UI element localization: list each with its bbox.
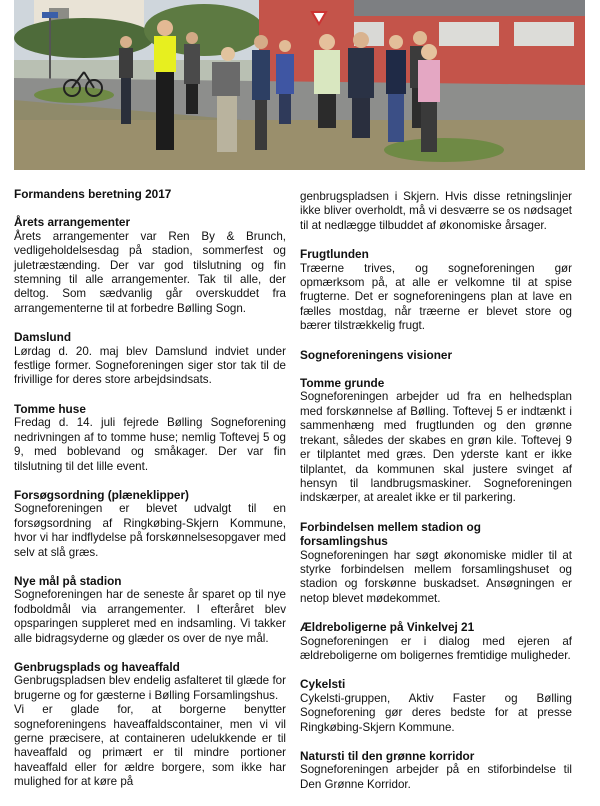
section-tomme-grunde [300,376,572,506]
section-aeldreboligerne [300,620,572,663]
section-body: Sogneforeningen har søgt økonomiske midler til at styrke forbindelsen mellem forsamlingshuset og stadion og forskønne buskadset. Ansøgningen er netop blevet mødekommet. [300,548,572,605]
section-heading: Tomme huse [14,401,86,416]
photo-illustration [14,0,585,170]
section-body: Fredag d. 14. juli fejrede Bølling Sogneforening nedrivningen af to tomme huse; nemlig Toftevej 5 og 9, med boblevand og småkager. Der var fin tilslutning til det lille event. [14,416,286,473]
left-column [14,187,286,804]
section-nye-maal [14,574,286,646]
section-tomme-huse [14,402,286,474]
section-heading: Frugtlunden [300,247,369,262]
section-body: Sogneforeningen arbejder på en stiforbindelse til Den Grønne Korridor. [300,763,572,791]
section-genbrugsplads [14,660,286,790]
section-body: Cykelsti-gruppen, Aktiv Faster og Bølling Sogneforening gør deres bedste for at presse Ringkøbing-Skjern Kommune. [300,691,572,734]
section-forsogsordning [14,488,286,560]
section-body-continued: Vi er glade for, at borgerne benytter sogneforeningens haveaffaldscontainer, men vi vil gerne præcisere, at containeren udelukkende er til haveaffald og primært er til mindre portioner haveaffald eller for ældre borgere, som ikke har mulighed for at køre på [14,703,286,789]
continued-text: genbrugspladsen i Skjern. Hvis disse retningslinjer ikke bliver overholdt, må vi desværre se os nødsaget til at nedlægge tilbuddet af økonomiske årsager. [300,190,572,232]
section-heading: Forsøgsordning (plæneklipper) [14,487,189,502]
section-damslund [14,330,286,388]
section-heading: Natursti til den grønne korridor [300,749,475,763]
section-heading: Cykelsti [300,677,346,692]
right-column [300,190,572,806]
group-photo [14,0,585,170]
section-forbindelsen [300,520,572,606]
section-body: Lørdag d. 20. maj blev Damslund indviet under festlige former. Sogneforeningen siger stor tak til de frivillige for deres store arbejdsindsats. [14,344,286,387]
section-body: Årets arrangementer var Ren By & Brunch, vedligeholdelsesdag på stadion, sommerfest og juletræstænding. Der var god tilslutning og fin stemning til alle arrangementer. Tak til alle, der deltog. Som sædvanlig går overskuddet fra arrangementerne til at forbedre Bølling Sogn. [14,229,286,315]
section-heading: Årets arrangementer [14,215,131,230]
section-cykelsti [300,677,572,735]
section-heading: Tomme grunde [300,376,385,391]
section-body: Træerne trives, og sogneforeningen gør opmærksom på, at alle er velkomne til at spise frugterne. Det er sogneforeningens plan at lave en fælles mostdag, når træerne er blevet store og bærer tilstrækkelig frugt. [300,261,572,333]
section-heading: Forbindelsen mellem stadion og forsamlingshus [300,519,481,549]
section-heading: Genbrugsplads og haveaffald [14,659,180,674]
section-body: Sogneforeningen er blevet udvalgt til en forsøgsordning af Ringkøbing-Skjern Kommune, hvor vi har indflydelse på forskønnelsesopgaver med selv at slå græs. [14,502,286,559]
section-body: Genbrugspladsen blev endelig asfalteret til glæde for brugerne og for gæsterne i Bølling Forsamlingshus. [14,674,286,702]
section-body: Sogneforeningen er i dialog med ejeren af ældreboligerne om boligernes fremtidige muligheder. [300,634,572,662]
section-body: Sogneforeningen arbejder ud fra en helhedsplan med forskønnelse af Bølling. Toftevej 5 er indtænkt i sammenhæng med frugtlunden og den grønne trekant, således der skabes en grøn kile. Toftevej 9 er tilplantet med græs. Den yderste kant er ikke tilplantet, da kommunen skal justere svinget af hensyn til landbrugsmaskiner. Sogneforeningen indskærper, at arealet ikke er til parkering. [300,390,572,505]
report-title: Formandens beretning 2017 [14,187,172,201]
section-frugtlunden [300,247,572,333]
section-natursti [300,749,572,792]
visions-title-wrap [300,348,572,362]
section-heading: Ældreboligerne på Vinkelvej 21 [300,620,475,635]
section-arets-arrangementer [14,215,286,316]
section-body: Sogneforeningen har de seneste år sparet op til nye fodboldmål via arrangementer. I efteråret blev opsparingen suppleret med en indsamling. Vi takker alle bidragsyderne og glæder os over de nye mål. [14,588,286,645]
section-heading: Damslund [14,330,72,345]
visions-title: Sogneforeningens visioner [300,347,453,362]
section-heading: Nye mål på stadion [14,573,122,588]
